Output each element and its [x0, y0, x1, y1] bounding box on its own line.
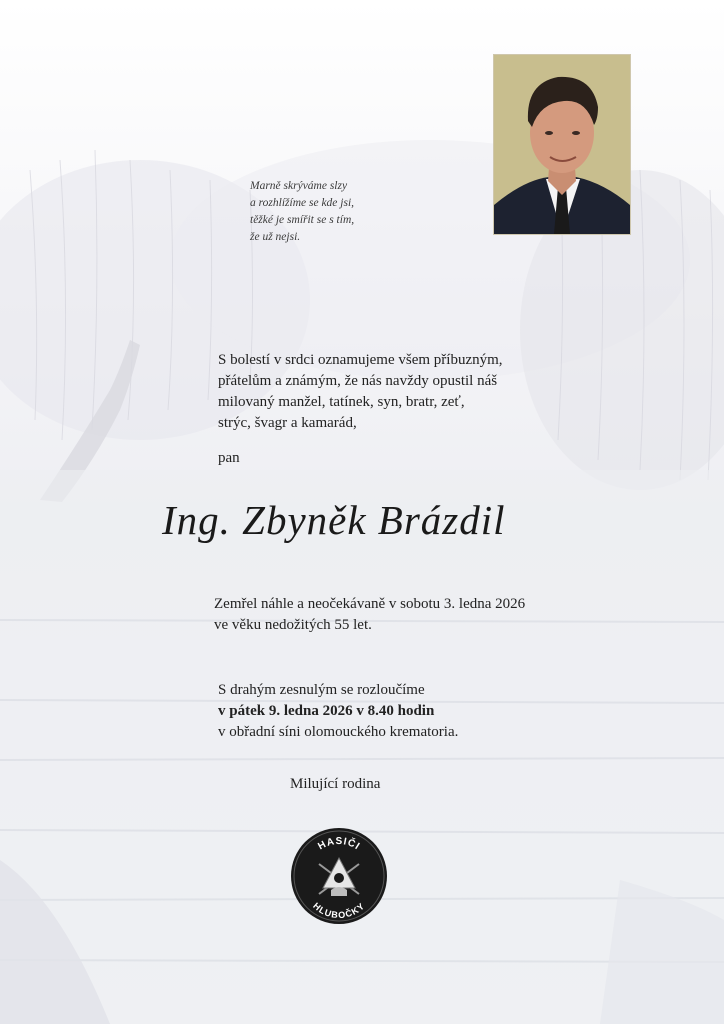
poem-line: Marně skrýváme slzy — [250, 180, 348, 192]
funeral-info — [218, 680, 638, 743]
portrait-image — [494, 55, 630, 234]
death-info — [214, 594, 634, 636]
firefighters-emblem-logo — [289, 826, 389, 926]
funeral-intro-line: S drahým zesnulým se rozloučíme — [218, 682, 425, 698]
deceased-name: Ing. Zbyněk Brázdil — [162, 497, 506, 543]
poem — [250, 178, 450, 246]
portrait-photo — [493, 54, 631, 235]
death-date-line: Zemřel náhle a neočekávaně v sobotu 3. ledna 2026 — [214, 596, 526, 612]
funeral-place-line: v obřadní síni olomouckého krematoria. — [218, 724, 459, 740]
announcement-line: přátelům a známým, že nás navždy opustil náš — [218, 373, 498, 389]
poem-line: že už nejsi. — [250, 231, 301, 243]
emblem-top-text: HASIČI — [316, 835, 363, 853]
poem-line: a rozhlížíme se kde jsi, — [250, 197, 355, 209]
salutation: pan — [218, 450, 240, 466]
announcement-line: strýc, švagr a kamarád, — [218, 415, 357, 431]
age-line: ve věku nedožitých 55 let. — [214, 617, 372, 633]
announcement-text — [218, 350, 598, 434]
emblem-bottom-text: HLUBOČKY — [311, 900, 367, 921]
announcement-line: milovaný manžel, tatínek, syn, bratr, zeť, — [218, 394, 465, 410]
poem-line: těžké je smířit se s tím, — [250, 214, 355, 226]
announcement-line: S bolestí v srdci oznamujeme všem příbuzným, — [218, 352, 503, 368]
funeral-date-line: v pátek 9. ledna 2026 v 8.40 hodin — [218, 703, 435, 719]
family-signature: Milující rodina — [290, 776, 381, 792]
